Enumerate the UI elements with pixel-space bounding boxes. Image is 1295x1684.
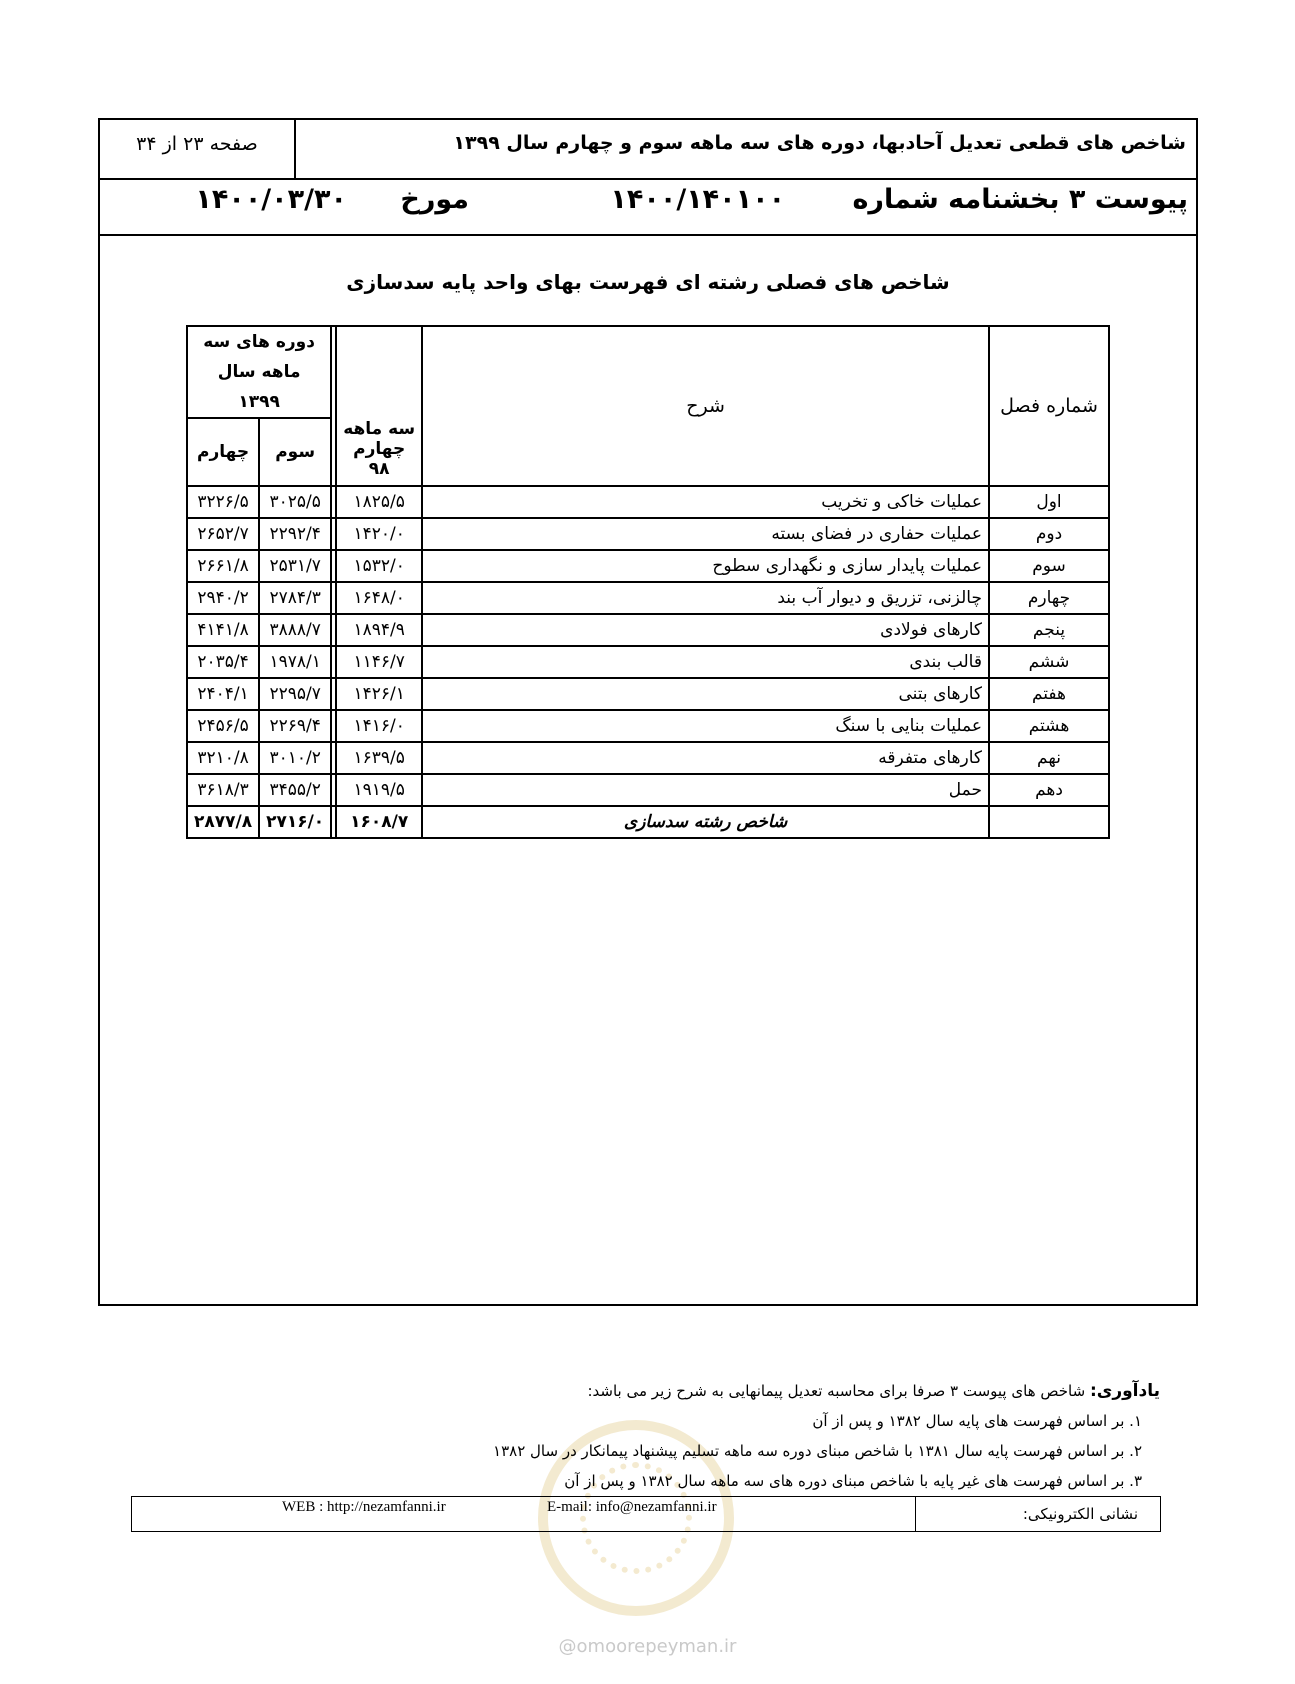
table-title: شاخص های فصلی رشته ای فهرست بهای واحد پایه سدسازی	[346, 270, 950, 294]
table-row	[187, 486, 1109, 518]
cell-q4: ۲۰۳۵/۴	[187, 646, 259, 678]
cell-q3: ۳۸۸۸/۷	[259, 614, 331, 646]
table-row	[187, 550, 1109, 582]
table-row	[187, 710, 1109, 742]
cell-v98: ۱۴۲۶/۱	[336, 678, 422, 710]
cell-fasl: دهم	[989, 774, 1109, 806]
cell-sharh: حمل	[422, 774, 989, 806]
cell-fasl: هفتم	[989, 678, 1109, 710]
total-v98: ۱۶۰۸/۷	[336, 806, 422, 838]
cell-gap	[331, 710, 336, 742]
cell-sharh: کارهای بتنی	[422, 678, 989, 710]
cell-q3: ۳۴۵۵/۲	[259, 774, 331, 806]
notes-intro-line	[493, 1376, 1160, 1406]
table-row	[187, 774, 1109, 806]
cell-v98: ۱۹۱۹/۵	[336, 774, 422, 806]
cell-fasl: اول	[989, 486, 1109, 518]
notes-intro: شاخص های پیوست ۳ صرفا برای محاسبه تعدیل پیمانهایی به شرح زیر می باشد:	[587, 1382, 1086, 1400]
header-q4: چهارم	[187, 418, 259, 486]
total-q3: ۲۷۱۶/۰	[259, 806, 331, 838]
document-title: شاخص های قطعی تعدیل آحادبها، دوره های سه ماهه سوم و چهارم سال ۱۳۹۹	[453, 132, 1186, 154]
cell-q4: ۴۱۴۱/۸	[187, 614, 259, 646]
cell-q3: ۲۲۹۵/۷	[259, 678, 331, 710]
cell-fasl: پنجم	[989, 614, 1109, 646]
cell-v98: ۱۱۴۶/۷	[336, 646, 422, 678]
contact-label: نشانی الکترونیکی:	[915, 1497, 1160, 1531]
cell-sharh: عملیات بنایی با سنگ	[422, 710, 989, 742]
cell-q3: ۱۹۷۸/۱	[259, 646, 331, 678]
cell-q3: ۲۷۸۴/۳	[259, 582, 331, 614]
cell-sharh: کارهای متفرقه	[422, 742, 989, 774]
cell-fasl: نهم	[989, 742, 1109, 774]
table-row	[187, 518, 1109, 550]
notes-lead: یادآوری:	[1089, 1381, 1160, 1401]
note-item: ۲. بر اساس فهرست پایه سال ۱۳۸۱ با شاخص مبنای دوره سه ماهه تسلیم پیشنهاد پیمانکار در سال ۱۳۸۲	[493, 1442, 1142, 1460]
cell-fasl: چهارم	[989, 582, 1109, 614]
cell-fasl: ششم	[989, 646, 1109, 678]
cell-gap	[331, 774, 336, 806]
bulletin-row	[100, 178, 1196, 236]
cell-v98: ۱۴۲۰/۰	[336, 518, 422, 550]
cell-gap	[331, 614, 336, 646]
bulletin-line	[195, 184, 1188, 215]
watermark-text: @omoorepeyman.ir	[558, 1636, 737, 1657]
bulletin-label: پیوست ۳ بخشنامه شماره	[852, 184, 1188, 215]
cell-q4: ۲۴۵۶/۵	[187, 710, 259, 742]
cell-v98: ۱۸۹۴/۹	[336, 614, 422, 646]
bulletin-number: ۱۴۰۰/۱۴۰۱۰۰	[610, 184, 786, 215]
cell-fasl-empty	[989, 806, 1109, 838]
cell-q4: ۲۶۵۲/۷	[187, 518, 259, 550]
cell-gap	[331, 646, 336, 678]
cell-q4: ۲۴۰۴/۱	[187, 678, 259, 710]
cell-q3: ۳۰۱۰/۲	[259, 742, 331, 774]
cell-v98: ۱۸۲۵/۵	[336, 486, 422, 518]
cell-gap	[331, 486, 336, 518]
index-table	[186, 325, 1110, 839]
cell-sharh: چالزنی، تزریق و دیوار آب بند	[422, 582, 989, 614]
table-row	[187, 582, 1109, 614]
cell-gap	[331, 582, 336, 614]
page-number: صفحه ۲۳ از ۳۴	[100, 120, 296, 178]
header-period-group: دوره های سه ماهه سال ۱۳۹۹	[187, 326, 331, 418]
contact-box	[131, 1496, 1161, 1532]
cell-sharh: عملیات پایدار سازی و نگهداری سطوح	[422, 550, 989, 582]
header-gap	[331, 326, 336, 486]
cell-gap	[331, 518, 336, 550]
table-row	[187, 614, 1109, 646]
cell-gap	[331, 806, 336, 838]
bulletin-date: ۱۴۰۰/۰۳/۳۰	[195, 184, 347, 215]
cell-gap	[331, 678, 336, 710]
cell-fasl: سوم	[989, 550, 1109, 582]
reminder-notes	[493, 1376, 1160, 1496]
cell-q3: ۳۰۲۵/۵	[259, 486, 331, 518]
note-item: ۱. بر اساس فهرست های پایه سال ۱۳۸۲ و پس از آن	[812, 1412, 1142, 1430]
cell-fasl: دوم	[989, 518, 1109, 550]
web-link[interactable]: WEB : http://nezamfanni.ir	[282, 1499, 446, 1515]
cell-q4: ۳۲۱۰/۸	[187, 742, 259, 774]
cell-gap	[331, 742, 336, 774]
table-row	[187, 678, 1109, 710]
cell-fasl: هشتم	[989, 710, 1109, 742]
header-sharh: شرح	[422, 326, 989, 486]
cell-v98: ۱۶۴۸/۰	[336, 582, 422, 614]
cell-sharh: عملیات خاکی و تخریب	[422, 486, 989, 518]
cell-sharh: قالب بندی	[422, 646, 989, 678]
note-item: ۳. بر اساس فهرست های غیر پایه با شاخص مبنای دوره های سه ماهه سال ۱۳۸۲ و پس از آن	[564, 1472, 1142, 1490]
cell-v98: ۱۶۳۹/۵	[336, 742, 422, 774]
cell-q3: ۲۲۶۹/۴	[259, 710, 331, 742]
header-q3: سوم	[259, 418, 331, 486]
table-row	[187, 646, 1109, 678]
cell-q3: ۲۲۹۲/۴	[259, 518, 331, 550]
cell-q4: ۳۲۲۶/۵	[187, 486, 259, 518]
header-v98: سه ماهه چهارم ۹۸	[336, 326, 422, 486]
cell-q4: ۲۹۴۰/۲	[187, 582, 259, 614]
cell-q4: ۳۶۱۸/۳	[187, 774, 259, 806]
cell-sharh: عملیات حفاری در فضای بسته	[422, 518, 989, 550]
total-label: شاخص رشته سدسازی	[422, 806, 989, 838]
total-row	[187, 806, 1109, 838]
header-row	[100, 120, 1196, 180]
cell-q3: ۲۵۳۱/۷	[259, 550, 331, 582]
table-row	[187, 742, 1109, 774]
email-link[interactable]: E-mail: info@nezamfanni.ir	[547, 1499, 717, 1515]
date-label: مورخ	[400, 184, 470, 215]
cell-v98: ۱۵۳۲/۰	[336, 550, 422, 582]
cell-gap	[331, 550, 336, 582]
total-q4: ۲۸۷۷/۸	[187, 806, 259, 838]
cell-v98: ۱۴۱۶/۰	[336, 710, 422, 742]
cell-q4: ۲۶۶۱/۸	[187, 550, 259, 582]
header-fasl: شماره فصل	[989, 326, 1109, 486]
cell-sharh: کارهای فولادی	[422, 614, 989, 646]
